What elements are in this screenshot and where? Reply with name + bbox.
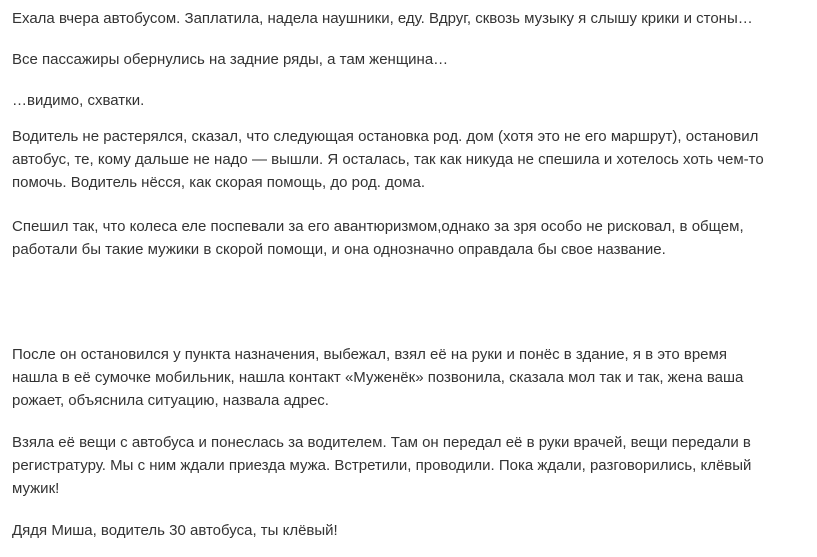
paragraph-line: Все пассажиры обернулись на задние ряды, а там женщина… (12, 51, 449, 68)
paragraph-3 (12, 89, 144, 112)
paragraph-line: мужик! (12, 480, 60, 497)
paragraph-line: После он остановился у пункта назначения, выбежал, взял её на руки и понёс в здание, я в это время (12, 346, 727, 363)
paragraph-line: работали бы такие мужики в скорой помощи, и она однозначно оправдала бы свое название. (12, 241, 666, 258)
paragraph-2 (12, 48, 448, 71)
paragraph-line: …видимо, схватки. (12, 92, 145, 109)
paragraph-line: Спешил так, что колеса еле поспевали за его авантюризмом,однако за зря особо не рисковал, в общем, (12, 218, 744, 235)
paragraph-5 (12, 215, 744, 261)
paragraph-line: автобус, те, кому дальше не надо — вышли. Я осталась, так как никуда не спешила и хотелось хоть чем-то (12, 151, 764, 168)
paragraph-line: Ехала вчера автобусом. Заплатила, надела наушники, еду. Вдруг, сквозь музыку я слышу крики и стоны… (12, 10, 753, 27)
paragraph-line: Дядя Миша, водитель 30 автобуса, ты клёвый! (12, 522, 338, 539)
paragraph-8 (12, 519, 338, 542)
paragraph-6 (12, 343, 743, 412)
paragraph-line: рожает, объяснила ситуацию, назвала адрес. (12, 392, 329, 409)
paragraph-1 (12, 7, 753, 30)
paragraph-4 (12, 125, 764, 194)
paragraph-line: Водитель не растерялся, сказал, что следующая остановка род. дом (хотя это не его маршрут), остановил (12, 128, 759, 145)
paragraph-line: помочь. Водитель нёсся, как скорая помощь, до род. дома. (12, 174, 426, 191)
paragraph-line: Взяла её вещи с автобуса и понеслась за водителем. Там он передал её в руки врачей, вещи передали в (12, 434, 751, 451)
paragraph-line: регистратуру. Мы с ним ждали приезда мужа. Встретили, проводили. Пока ждали, разговорились, клёвый (12, 457, 752, 474)
paragraph-7 (12, 431, 751, 500)
paragraph-line: нашла в её сумочке мобильник, нашла контакт «Муженёк» позвонила, сказала мол так и так, жена ваша (12, 369, 744, 386)
